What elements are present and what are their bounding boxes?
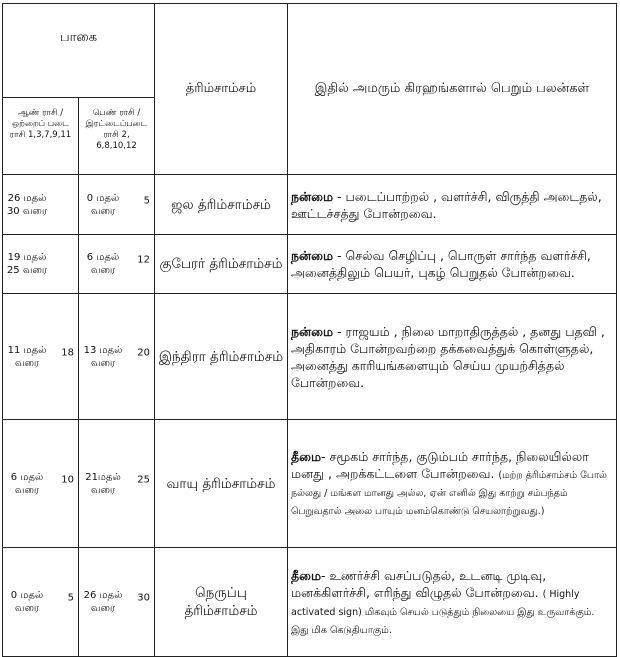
even-sign-header: பெண் ராசி / இரட்டைப்படை ராசி 2, 6,8,10,12 (79, 98, 155, 175)
degree-group-header: பாகை (3, 4, 155, 98)
table-row (3, 548, 617, 657)
trimsamsa-name: குபேரர் த்ரிம்சாம்சம் (155, 235, 288, 294)
odd-degree-cell: 6 மதல் வரை 10 (3, 420, 79, 548)
odd-degree-cell: 11 மதல் வரை 18 (3, 294, 79, 420)
effect-cell: நன்மை - படைப்பாற்றல் , வளர்ச்சி, விருத்தி அடைதல், ஊட்டச்சத்து போன்றவை. (288, 175, 617, 235)
trimsamsa-name: இந்திரா த்ரிம்சாம்சம் (155, 294, 288, 420)
effect-cell: நன்மை - செல்வ செழிப்பு , பொருள் சார்ந்த வளர்ச்சி, அனைத்திலும் பெயர், புகழ் பெறுதல் போன்றவை. (288, 235, 617, 294)
trimsamsa-header: த்ரிம்சாம்சம் (155, 4, 288, 175)
effect-cell: தீமை- உணர்ச்சி வசப்படுதல், உடனடி முடிவு, மனக்கிளர்ச்சி, எரிந்து விழுதல் போன்றவை. ( Highly activated sign) மிகவும் செயல் படுத்தும் நிலையை இது உருவாக்கும். இது மிக கெடுதியாகும். (288, 548, 617, 657)
odd-sign-header: ஆண் ராசி / ஒற்றைப் படை ராசி 1,3,7,9,11 (3, 98, 79, 175)
effect-cell: தீமை- சமூகம் சார்ந்த, குடும்பம் சார்ந்த, நிலையில்லா மனது , அறக்கட்டளை போன்றவை. (மற்ற த்ரிம்சாம்சம் போல் நல்லது / மங்கள மானது அல்ல, ஏன் எனில் இது காற்று சம்பந்தம் பெறுவதால் அலை பாயும் மனம்கொண்டு செயலாற்றுவது.) (288, 420, 617, 548)
effect-cell: நன்மை - ராஜயம் , நிலை மாறாதிருத்தல் , தனது பதவி , அதிகாரம் போன்றவற்றை தக்கவைத்துக் கொள்ளுதல், அனைத்து காரியங்களையும் செய்ய முயற்சித்தல் போன்றவை. (288, 294, 617, 420)
odd-degree-cell: 19 மதல் 25 வரை (3, 235, 79, 294)
effect-note: ( Highly activated sign) மிகவும் செயல் படுத்தும் நிலையை இது உருவாக்கும். இது மிக கெடுதியாகும். (291, 588, 595, 636)
odd-degree-cell: 26 மதல் 30 வரை (3, 175, 79, 235)
trimsamsa-table (2, 3, 617, 657)
even-degree-cell: 6 மதல் வரை 12 (79, 235, 155, 294)
results-header: இதில் அமரும் கிரஹங்களால் பெறும் பலன்கள் (288, 4, 617, 175)
header-row (3, 4, 617, 98)
even-degree-cell: 13 மதல் வரை 20 (79, 294, 155, 420)
even-degree-cell: 26 மதல் வரை 30 (79, 548, 155, 657)
trimsamsa-name: ஜல த்ரிம்சாம்சம் (155, 175, 288, 235)
even-degree-cell: 0 மதல் வரை 5 (79, 175, 155, 235)
table-row (3, 175, 617, 235)
odd-degree-cell: 0 மதல் வரை 5 (3, 548, 79, 657)
trimsamsa-name: வாயு த்ரிம்சாம்சம் (155, 420, 288, 548)
table-row (3, 235, 617, 294)
table-row (3, 420, 617, 548)
trimsamsa-name: நெருப்பு த்ரிம்சாம்சம் (155, 548, 288, 657)
effect-note: (மற்ற த்ரிம்சாம்சம் போல் நல்லது / மங்கள மானது அல்ல, ஏன் எனில் இது காற்று சம்பந்தம் பெறுவதால் அலை பாயும் மனம்கொண்டு செயலாற்றுவது.) (291, 470, 607, 517)
table-row (3, 294, 617, 420)
even-degree-cell: 21மதல் வரை 25 (79, 420, 155, 548)
